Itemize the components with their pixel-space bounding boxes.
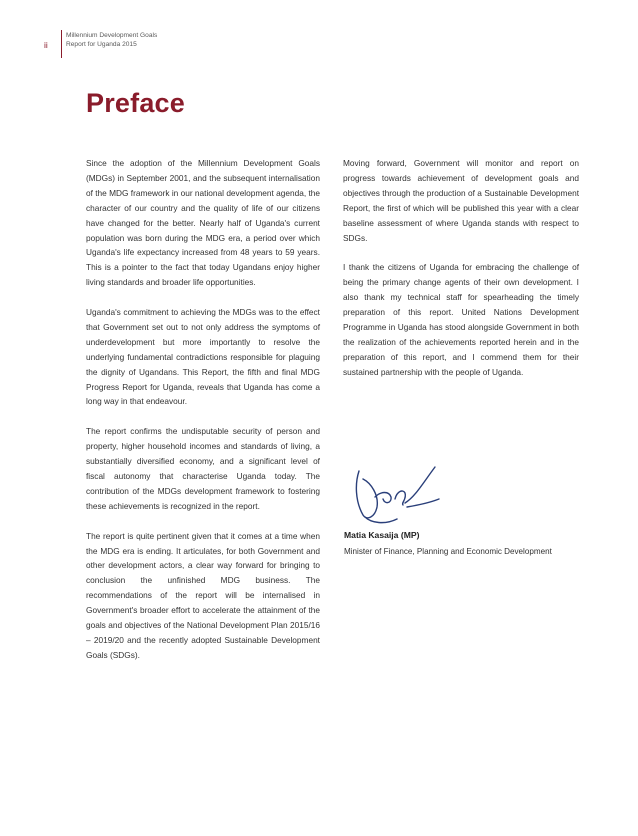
page-number: ii	[44, 40, 48, 50]
paragraph: Moving forward, Government will monitor and report on progress towards achievement of development goals and objectives through the production of a Sustainable Development Report, the first of which will be published this year with a clear baseline assessment of where Uganda stands with respect to SDGs.	[343, 158, 579, 243]
running-header-line2: Report for Uganda 2015	[66, 41, 137, 48]
signature-stroke	[407, 499, 439, 507]
paragraph: Uganda's commitment to achieving the MDGs was to the effect that Government set out to not only address the symptoms of underdevelopment but more importantly to resolve the underlying fundamental contradictions responsible for plaguing the dignity of Ugandans. This Report, the fifth and final MDG Progress Report for Uganda, reveals that Uganda has come a long way in that endeavour.	[86, 307, 320, 407]
right-column	[343, 156, 579, 394]
signature-stroke	[395, 491, 405, 505]
running-header-line1: Millennium Development Goals	[66, 32, 158, 39]
signatory-title: Minister of Finance, Planning and Economic Development	[344, 547, 552, 556]
header-divider	[61, 30, 62, 58]
paragraph: The report confirms the undisputable security of person and property, higher household incomes and standards of living, a substantially diversified economy, and a significant level of fiscal autonomy that characterise Uganda today. The contribution of the MDGs development framework to fostering these achievements is recognized in the report.	[86, 426, 320, 511]
signature-image	[345, 453, 445, 528]
paragraph: The report is quite pertinent given that it comes at a time when the MDG era is ending. It articulates, for both Government and other development actors, a clear way forward for bringing to conclusion the unfinished MDG business. The recommendations of the report will be internalised in Government's broader effort to accelerate the attainment of the goals and objectives of the National Development Plan 2015/16 – 2019/20 and the recently adopted Sustainable Development Goals (SDGs).	[86, 530, 320, 660]
paragraph: Since the adoption of the Millennium Development Goals (MDGs) in September 2001, and the subsequent internalisation of the MDG framework in our national development agenda, the character of our country and the quality of life of our citizens have changed for the better. Nearly half of Uganda's current population was born during the MDG era, a period over which Uganda's life expectancy increased from 48 years to 59 years. This is a pointer to the fact that today Ugandans enjoy higher living standards and broader life opportunities.	[86, 158, 320, 288]
left-column	[86, 156, 320, 678]
page-title: Preface	[86, 88, 185, 118]
paragraph: I thank the citizens of Uganda for embracing the challenge of being the primary change agents of their own development. I also thank my technical staff for spearheading the timely preparation of this report. United Nations Development Programme in Uganda has stood alongside Government in both the realization of the achievements reported herein and in the preparation of this report, and I commend them for their sustained partnership with the people of Uganda.	[343, 262, 579, 377]
signatory-name: Matia Kasaija (MP)	[344, 530, 420, 540]
signature-stroke	[405, 467, 435, 503]
running-header	[66, 31, 157, 49]
signature-stroke	[356, 471, 377, 518]
